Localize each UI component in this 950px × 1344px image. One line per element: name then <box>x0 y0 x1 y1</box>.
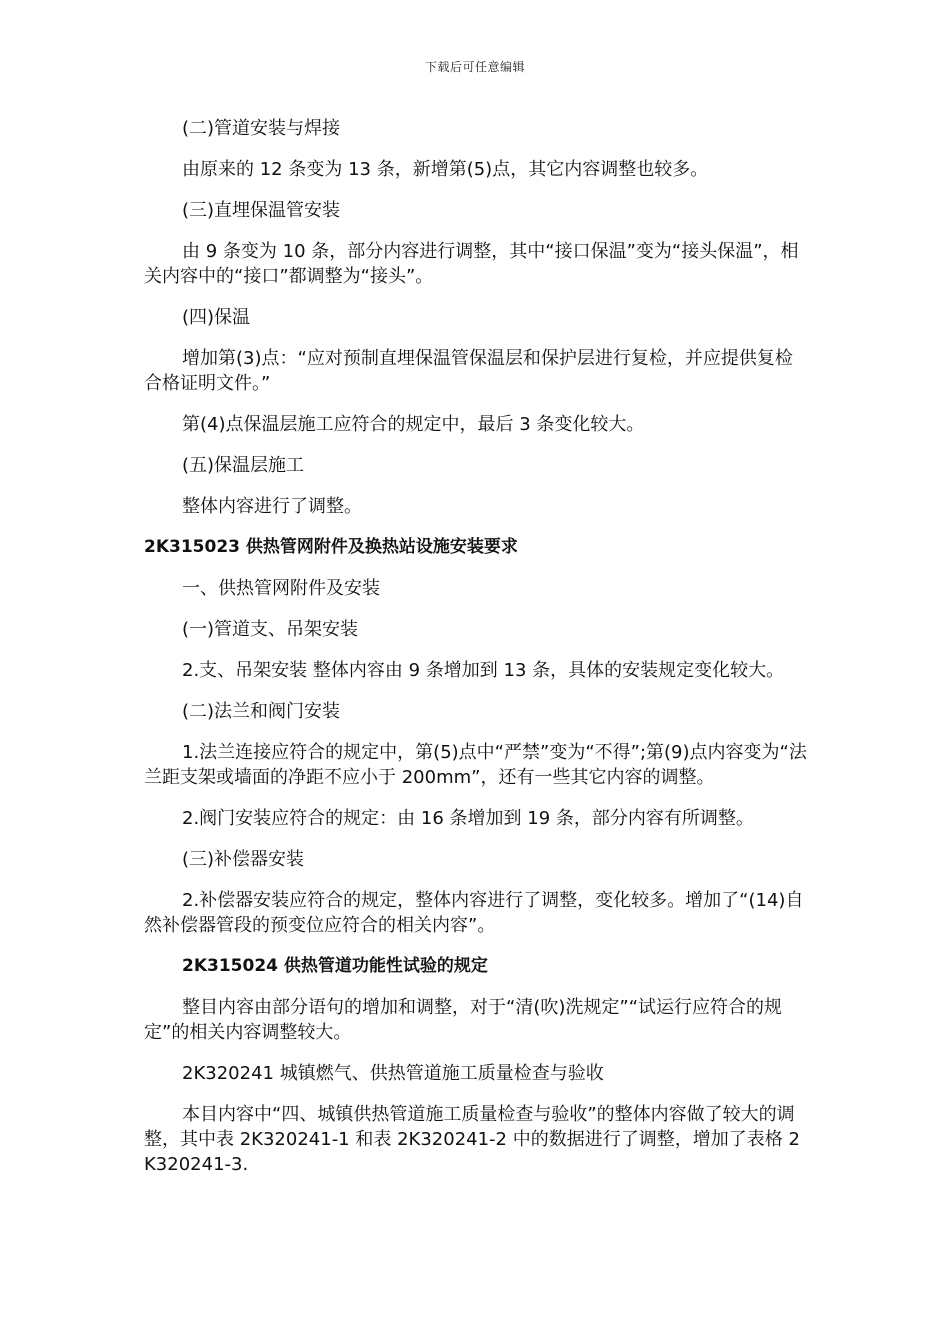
section-heading-2k315023: 2K315023 供热管网附件及换热站设施安装要求 <box>144 537 518 557</box>
subsection-heading-network-accessories: 一、供热管网附件及安装 <box>182 578 380 599</box>
paragraph-valve-installation-changes: 2.阀门安装应符合的规定：由 16 条增加到 19 条，部分内容有所调整。 <box>182 808 754 829</box>
document-body <box>144 116 810 1193</box>
paragraph-direct-buried-pipe-changes: 由 9 条变为 10 条，部分内容进行调整，其中“接口保温”变为“接头保温”，相关内容中的“接口”都调整为“接头”。 <box>144 241 799 287</box>
paragraph-supports-hangers-changes: 2.支、吊架安装 整体内容由 9 条增加到 13 条，具体的安装规定变化较大。 <box>182 660 785 681</box>
subsection-heading-pipe-installation-welding: (二)管道安装与焊接 <box>182 118 341 139</box>
paragraph-insulation-point-4: 第(4)点保温层施工应符合的规定中，最后 3 条变化较大。 <box>182 414 645 435</box>
paragraph-flange-connection-changes: 1.法兰连接应符合的规定中，第(5)点中“严禁”变为“不得”;第(9)点内容变为“法兰距支架或墙面的净距不应小于 200mm”，还有一些其它内容的调整。 <box>144 742 807 788</box>
subsection-heading-insulation-layer: (五)保温层施工 <box>182 455 305 476</box>
section-heading-2k320241: 2K320241 城镇燃气、供热管道施工质量检查与验收 <box>182 1063 604 1084</box>
paragraph-insulation-added-point: 增加第(3)点：“应对预制直埋保温管保温层和保护层进行复检，并应提供复检合格证明文件。” <box>144 348 793 394</box>
paragraph-quality-inspection-changes: 本目内容中“四、城镇供热管道施工质量检查与验收”的整体内容做了较大的调整，其中表 2K320241-1 和表 2K320241-2 中的数据进行了调整，增加了表格 2K320241-3. <box>144 1104 800 1175</box>
subsection-heading-insulation: (四)保温 <box>182 307 251 328</box>
paragraph-functional-test-changes: 整目内容由部分语句的增加和调整，对于“清(吹)洗规定”“试运行应符合的规定”的相关内容调整较大。 <box>144 997 783 1043</box>
subsection-heading-flanges-valves: (二)法兰和阀门安装 <box>182 701 341 722</box>
subsection-heading-direct-buried-pipe: (三)直埋保温管安装 <box>182 200 341 221</box>
paragraph-pipe-installation-changes: 由原来的 12 条变为 13 条，新增第(5)点，其它内容调整也较多。 <box>182 159 709 180</box>
section-heading-2k315024: 2K315024 供热管道功能性试验的规定 <box>182 956 488 976</box>
subsection-heading-compensators: (三)补偿器安装 <box>182 849 305 870</box>
paragraph-insulation-layer-adjusted: 整体内容进行了调整。 <box>182 496 362 517</box>
paragraph-compensator-changes: 2.补偿器安装应符合的规定，整体内容进行了调整，变化较多。增加了“(14)自然补偿器管段的预变位应符合的相关内容”。 <box>144 890 804 936</box>
page-header-note: 下载后可任意编辑 <box>424 60 525 74</box>
subsection-heading-supports-hangers: (一)管道支、吊架安装 <box>182 619 359 640</box>
